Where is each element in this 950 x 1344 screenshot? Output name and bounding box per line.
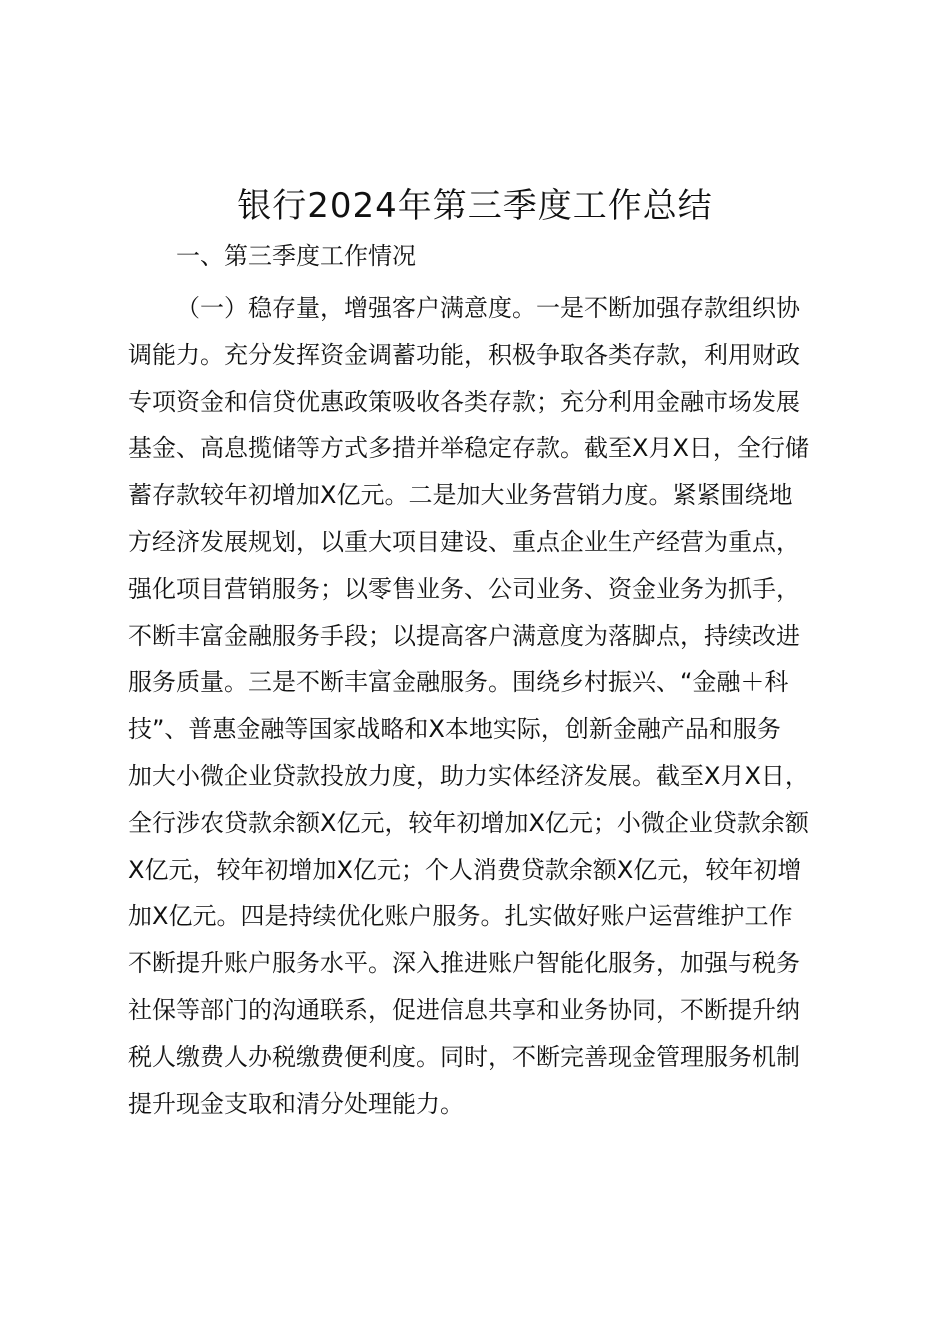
paragraph-line: 技”、普惠金融等国家战略和X本地实际，创新金融产品和服务 xyxy=(128,715,781,743)
paragraph-line: 调能力。充分发挥资金调蓄功能，积极争取各类存款，利用财政 xyxy=(128,341,800,369)
paragraph-line: 方经济发展规划，以重大项目建设、重点企业生产经营为重点， xyxy=(128,528,800,556)
paragraph-line: 加X亿元。四是持续优化账户服务。扎实做好账户运营维护工作 xyxy=(128,902,793,930)
paragraph-line: 不断提升账户服务水平。深入推进账户智能化服务，加强与税务 xyxy=(128,949,800,977)
paragraph-line: 专项资金和信贷优惠政策吸收各类存款；充分利用金融市场发展 xyxy=(128,388,800,416)
paragraph-line: X亿元，较年初增加X亿元；个人消费贷款余额X亿元，较年初增 xyxy=(128,856,802,884)
paragraph-line: 全行涉农贷款余额X亿元，较年初增加X亿元；小微企业贷款余额 xyxy=(128,809,809,837)
paragraph-line: （一）稳存量，增强客户满意度。一是不断加强存款组织协 xyxy=(176,294,800,322)
section-heading: 一、第三季度工作情况 xyxy=(176,242,416,270)
document-title: 银行2024年第三季度工作总结 xyxy=(237,186,713,226)
paragraph-line: 不断丰富金融服务手段；以提高客户满意度为落脚点，持续改进 xyxy=(128,622,800,650)
paragraph-line: 社保等部门的沟通联系，促进信息共享和业务协同，不断提升纳 xyxy=(128,996,800,1024)
paragraph-line: 税人缴费人办税缴费便利度。同时，不断完善现金管理服务机制 xyxy=(128,1043,800,1071)
paragraph-line: 蓄存款较年初增加X亿元。二是加大业务营销力度。紧紧围绕地 xyxy=(128,481,793,509)
paragraph-line: 提升现金支取和清分处理能力。 xyxy=(128,1090,464,1118)
paragraph-line: 加大小微企业贷款投放力度，助力实体经济发展。截至X月X日， xyxy=(128,762,809,790)
paragraph-line: 服务质量。三是不断丰富金融服务。围绕乡村振兴、“金融＋科 xyxy=(128,668,789,696)
paragraph-line: 强化项目营销服务；以零售业务、公司业务、资金业务为抓手， xyxy=(128,575,800,603)
paragraph-line: 基金、高息揽储等方式多措并举稳定存款。截至X月X日，全行储 xyxy=(128,434,809,462)
